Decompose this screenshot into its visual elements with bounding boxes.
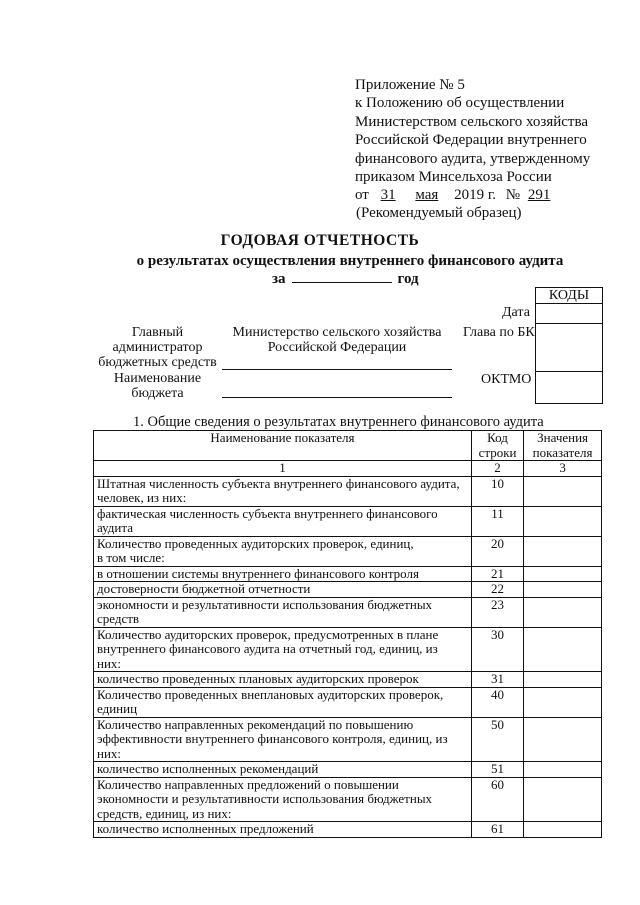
header-values xyxy=(524,431,602,461)
codes-header: КОДЫ xyxy=(536,288,602,304)
indicator-value-cell[interactable] xyxy=(524,566,602,582)
indicator-value-cell[interactable] xyxy=(524,627,602,672)
admin-value-line: Российской Федерации xyxy=(267,340,407,355)
appendix-line: к Положению об осуществлении xyxy=(355,95,565,112)
indicator-name xyxy=(94,672,472,688)
table-row xyxy=(94,582,602,598)
admin-value xyxy=(222,325,452,355)
indicator-name-line: них: xyxy=(97,655,122,671)
indicator-name-line: них: xyxy=(97,745,122,761)
row-code: 21 xyxy=(471,566,523,582)
indicator-name-line: внутреннего финансового аудита на отчетный год, единиц, из xyxy=(97,641,438,656)
indicator-name-line: количество исполненных рекомендаций xyxy=(97,761,319,776)
order-year: 2019 г. xyxy=(454,187,497,204)
indicator-value-cell[interactable] xyxy=(524,582,602,598)
indicator-name-line: достоверности бюджетной отчетности xyxy=(97,581,311,596)
indicator-name-line: фактическая численность субъекта внутреннего финансового xyxy=(97,505,438,521)
indicator-value-cell[interactable] xyxy=(524,476,602,506)
table-row xyxy=(94,476,602,506)
indicator-value-cell[interactable] xyxy=(524,762,602,778)
date-label: Дата xyxy=(502,305,530,320)
indicator-name xyxy=(94,777,472,822)
indicator-value-cell[interactable] xyxy=(524,687,602,717)
from-label: от xyxy=(355,187,369,204)
recommended-sample-note: (Рекомендуемый образец) xyxy=(356,205,522,221)
table-row xyxy=(94,717,602,762)
report-title: ГОДОВАЯ ОТЧЕТНОСТЬ xyxy=(220,232,420,249)
indicator-name-line: в отношении системы внутреннего финансового контроля xyxy=(97,565,419,581)
indicator-name-line: человек, из них: xyxy=(97,490,187,505)
table-row xyxy=(94,597,602,627)
appendix-block xyxy=(355,76,590,205)
budget-label-line: Наименование xyxy=(113,371,202,386)
indicator-name xyxy=(94,536,472,566)
report-subtitle: о результатах осуществления внутреннего финансового аудита xyxy=(136,253,564,269)
table-row xyxy=(94,566,602,582)
indicator-name-line: средств xyxy=(97,611,140,626)
table-row xyxy=(94,777,602,822)
year-suffix: год xyxy=(397,271,419,287)
row-code: 50 xyxy=(471,717,523,762)
admin-label-line: Главный xyxy=(131,325,184,340)
indicator-name xyxy=(94,717,472,762)
row-code: 60 xyxy=(471,777,523,822)
row-code: 40 xyxy=(471,687,523,717)
appendix-line: Приложение № 5 xyxy=(355,77,465,93)
indicator-name-line: в том числе: xyxy=(97,550,165,565)
indicator-name-line: экономности и результативности использования бюджетных xyxy=(97,596,433,612)
indicator-name xyxy=(94,822,472,838)
appendix-line: приказом Минсельхоза России xyxy=(355,169,552,186)
table-row xyxy=(94,627,602,672)
order-date-line xyxy=(355,186,590,204)
indicator-name-line: Количество проведенных аудиторских проверок, единиц, xyxy=(97,535,414,551)
indicator-name-line: Количество направленных рекомендаций по повышению xyxy=(97,716,414,732)
appendix-line: Российской Федерации внутреннего xyxy=(355,132,587,149)
column-number: 3 xyxy=(524,461,602,477)
indicator-name-line: экономности и результативности использования бюджетных xyxy=(97,791,433,806)
indicator-value-cell[interactable] xyxy=(524,672,602,688)
indicator-name-line: единиц xyxy=(97,701,138,716)
table-row xyxy=(94,822,602,838)
row-code: 11 xyxy=(471,506,523,536)
indicator-name-line: Количество проведенных внеплановых аудиторских проверок, xyxy=(97,686,444,702)
indicator-name-line: количество исполненных предложений xyxy=(97,821,314,836)
indicator-value-cell[interactable] xyxy=(524,597,602,627)
bk-label: Глава по БК xyxy=(463,325,535,340)
header-name: Наименование показателя xyxy=(94,431,472,461)
indicator-name xyxy=(94,762,472,778)
indicator-value-cell[interactable] xyxy=(524,777,602,822)
indicator-name xyxy=(94,506,472,536)
row-code: 22 xyxy=(471,582,523,598)
indicator-name xyxy=(94,476,472,506)
date-code-cell[interactable] xyxy=(536,304,602,324)
indicator-name-line: количество проведенных плановых аудиторских проверок xyxy=(97,671,419,686)
indicators-table xyxy=(93,430,602,838)
appendix-line: финансового аудита, утвержденному xyxy=(355,150,591,167)
indicator-value-cell[interactable] xyxy=(524,536,602,566)
header-code-line: строки xyxy=(478,444,517,460)
row-code: 61 xyxy=(471,822,523,838)
budget-underline xyxy=(222,397,452,398)
table-number-row xyxy=(94,461,602,477)
year-blank-field[interactable] xyxy=(292,282,392,283)
number-label: № xyxy=(505,187,521,204)
indicator-value-cell[interactable] xyxy=(524,822,602,838)
indicator-name xyxy=(94,597,472,627)
indicator-name-line: Штатная численность субъекта внутреннего финансового аудита, xyxy=(97,475,460,491)
row-code: 20 xyxy=(471,536,523,566)
order-day: 31 xyxy=(380,187,396,204)
indicator-name-line: Количество аудиторских проверок, предусмотренных в плане xyxy=(97,626,439,642)
section-title: 1. Общие сведения о результатах внутреннего финансового аудита xyxy=(133,414,544,430)
indicator-name-line: Количество направленных предложений о повышении xyxy=(97,776,399,792)
bk-code-cell[interactable] xyxy=(536,324,602,372)
admin-value-line: Министерство сельского хозяйства xyxy=(232,325,442,340)
codes-box xyxy=(535,287,603,404)
indicator-name xyxy=(94,582,472,598)
oktmo-label: ОКТМО xyxy=(481,372,532,387)
row-code: 30 xyxy=(471,627,523,672)
budget-label xyxy=(95,371,220,401)
admin-label xyxy=(95,325,220,370)
table-row xyxy=(94,536,602,566)
row-code: 31 xyxy=(471,672,523,688)
row-code: 51 xyxy=(471,762,523,778)
indicator-name-line: средств, единиц, из них: xyxy=(97,805,232,821)
indicator-name xyxy=(94,566,472,582)
table-row xyxy=(94,687,602,717)
oktmo-code-cell[interactable] xyxy=(536,372,602,403)
header-values-line: Значения xyxy=(537,430,589,445)
table-header-row xyxy=(94,431,602,461)
table-row xyxy=(94,506,602,536)
header-values-line: показателя xyxy=(532,444,593,460)
indicator-value-cell[interactable] xyxy=(524,506,602,536)
column-number: 2 xyxy=(471,461,523,477)
report-year-line xyxy=(272,271,419,288)
admin-label-line: бюджетных средств xyxy=(98,355,217,370)
admin-label-line: администратор xyxy=(112,340,203,355)
table-row xyxy=(94,672,602,688)
appendix-line: Министерством сельского хозяйства xyxy=(355,113,589,130)
indicator-name xyxy=(94,687,472,717)
indicator-name xyxy=(94,627,472,672)
table-row xyxy=(94,762,602,778)
column-number: 1 xyxy=(94,461,472,477)
row-code: 23 xyxy=(471,597,523,627)
budget-label-line: бюджета xyxy=(131,386,184,401)
indicator-value-cell[interactable] xyxy=(524,717,602,762)
order-month: мая xyxy=(415,187,439,204)
header-code xyxy=(471,431,523,461)
header-code-line: Код xyxy=(487,430,508,445)
admin-underline xyxy=(222,369,452,370)
indicator-name-line: эффективности внутреннего финансового контроля, единиц, из xyxy=(97,731,448,746)
indicator-name-line: аудита xyxy=(97,520,133,535)
row-code: 10 xyxy=(471,476,523,506)
year-prefix: за xyxy=(272,271,286,287)
order-number: 291 xyxy=(527,187,551,204)
